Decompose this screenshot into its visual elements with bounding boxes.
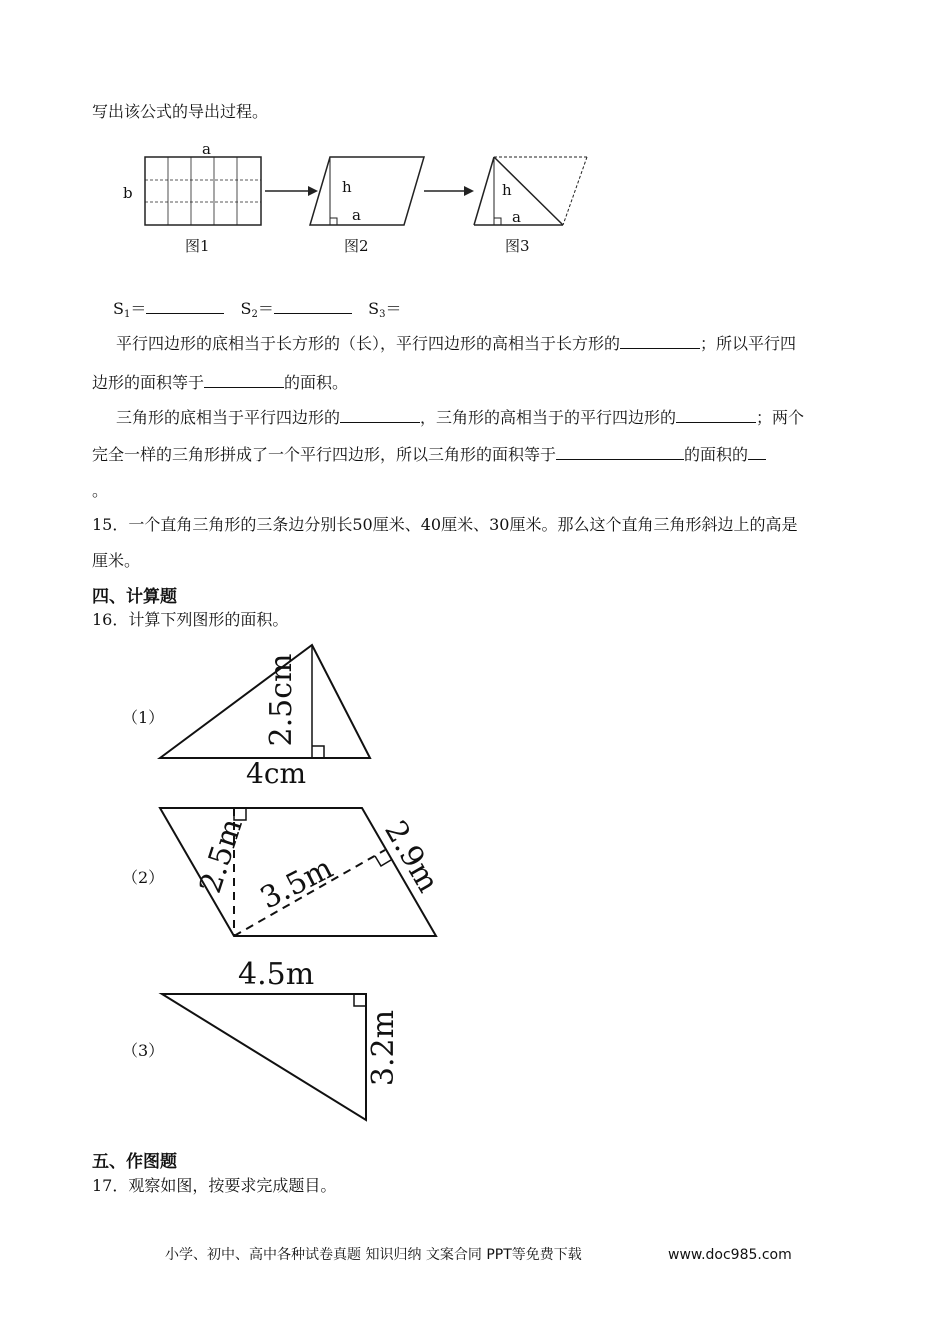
shape-2-diagonal-label: 3.5m (254, 850, 339, 917)
s2-subscript: 2 (251, 309, 258, 320)
para1-line1-text-b: ；所以平行四 (700, 334, 797, 353)
fig2-label-h: h (342, 178, 352, 196)
fig1-label-a: a (202, 140, 211, 158)
para2-line1-text-a: 三角形的底相当于平行四边形的 (116, 408, 341, 427)
footer-text: 小学、初中、高中各种试卷真题 知识归纳 文案合同 PPT等免费下载 (165, 1247, 582, 1263)
para2-line2-text-b: 的面积的 (684, 445, 749, 464)
shape-1-base-label: 4cm (246, 757, 307, 790)
s1-symbol: S (113, 299, 124, 318)
para1-line2-text-b: 的面积。 (284, 373, 349, 392)
intro-line: 写出该公式的导出过程。 (92, 102, 269, 121)
shape-1-label: （1） (122, 708, 165, 727)
s3-eq: ＝ (385, 299, 402, 318)
fig3-label-h: h (502, 181, 512, 199)
shape-3-label: （3） (122, 1041, 165, 1060)
q17-stem: 17．观察如图，按要求完成题目。 (92, 1176, 337, 1195)
fig3-caption: 图3 (505, 237, 530, 255)
s3-subscript: 3 (379, 309, 386, 320)
fig3-label-a: a (512, 208, 521, 226)
shape-2-label: （2） (122, 868, 165, 887)
s1-eq: ＝ (130, 299, 147, 318)
q15-line1: 15．一个直角三角形的三条边分别长50厘米、40厘米、30厘米。那么这个直角三角形斜边上的高是 (92, 515, 798, 534)
para2-line2-text-a: 完全一样的三角形拼成了一个平行四边形，所以三角形的面积等于 (92, 445, 557, 464)
shape-1-height-label: 2.5cm (264, 653, 299, 747)
para2-line1-text-c: ；两个 (756, 408, 805, 427)
fig2-label-a: a (352, 206, 361, 224)
shape-3-side-label: 3.2m (366, 1009, 401, 1087)
fig1-caption: 图1 (185, 237, 210, 255)
footer-url[interactable]: www.doc985.com (668, 1247, 792, 1263)
shape-2-height-label: 2.5m (193, 814, 250, 898)
shape-2-side-height-label: 2.9m (377, 815, 446, 899)
s2-symbol: S (240, 299, 252, 318)
shape-3-top-label: 4.5m (238, 957, 315, 992)
section-5-heading: 五、作图题 (92, 1152, 177, 1172)
s3-symbol: S (368, 299, 380, 318)
s2-eq: ＝ (257, 299, 274, 318)
fig2-caption: 图2 (344, 237, 369, 255)
section-4-heading: 四、计算题 (92, 587, 177, 607)
q15-line2: 厘米。 (92, 551, 141, 570)
para1-line1-text-a: 平行四边形的底相当于长方形的（长），平行四边形的高相当于长方形的 (116, 334, 621, 353)
para2-line3: 。 (92, 481, 109, 500)
fig1-label-b: b (123, 184, 133, 202)
para1-line2-text-a: 边形的面积等于 (92, 373, 205, 392)
q16-stem: 16．计算下列图形的面积。 (92, 610, 289, 629)
s1-subscript: 1 (123, 309, 131, 320)
shape-3-right-triangle (162, 994, 366, 1120)
para2-line1-text-b: ，三角形的高相当于的平行四边形的 (420, 408, 677, 427)
